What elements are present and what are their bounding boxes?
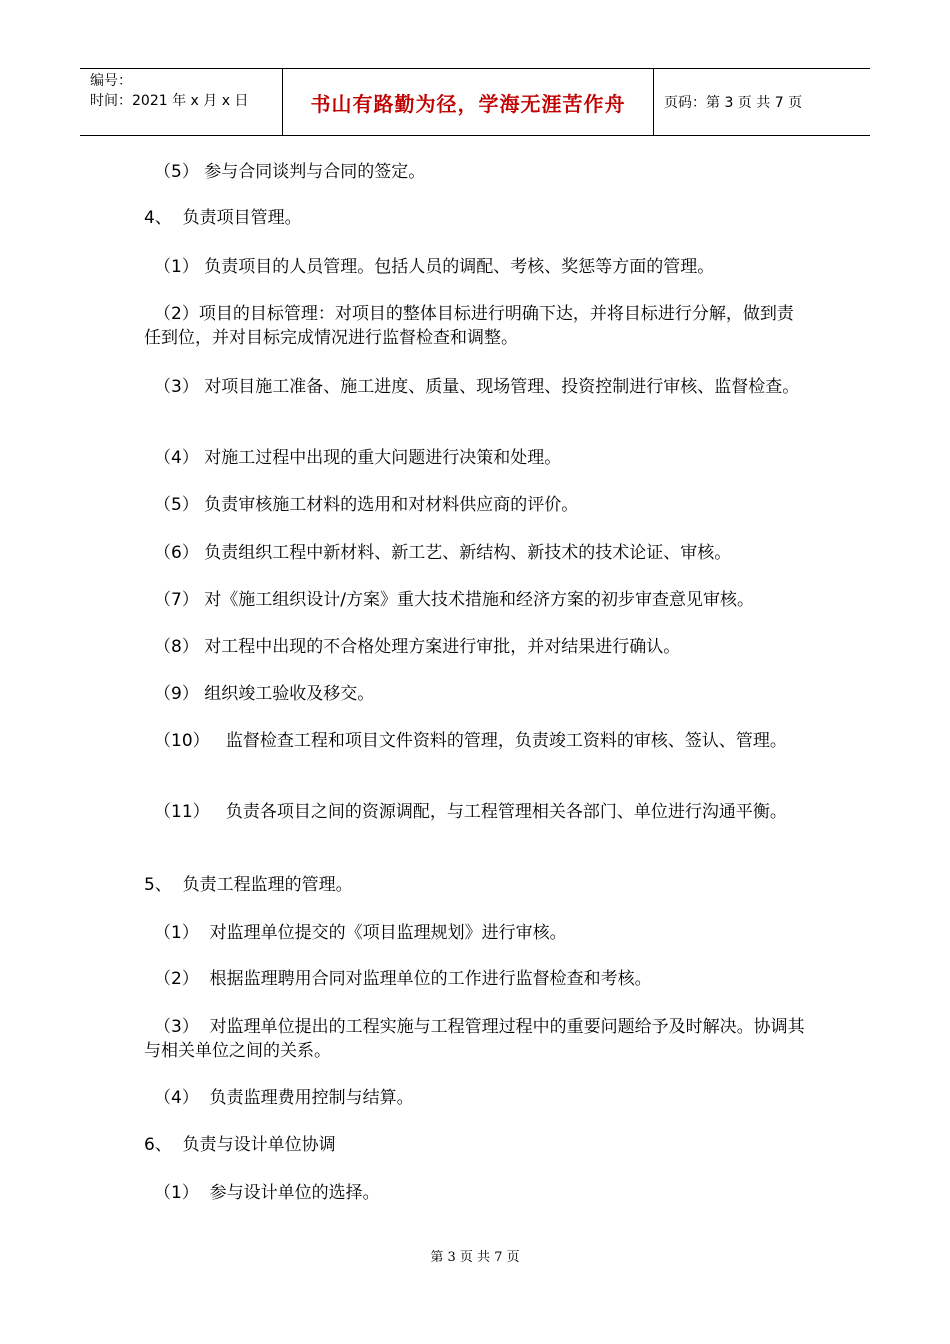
paragraph: （10） 监督检查工程和项目文件资料的管理，负责竣工资料的审核、签认、管理。	[154, 731, 787, 751]
paragraph: （9） 组织竣工验收及移交。	[154, 684, 375, 704]
paragraph: （2）项目的目标管理：对项目的整体目标进行明确下达，并将目标进行分解，做到责任到位，并对目标完成情况进行监督检查和调整。	[144, 304, 794, 348]
paragraph: （3） 对监理单位提出的工程实施与工程管理过程中的重要问题给予及时解决。协调其与相关单位之间的关系。	[144, 1017, 805, 1061]
section-heading: 6、 负责与设计单位协调	[144, 1135, 336, 1155]
paragraph: （4） 负责监理费用控制与结算。	[154, 1088, 414, 1108]
header-meta	[80, 69, 282, 135]
paragraph: （6） 负责组织工程中新材料、新工艺、新结构、新技术的技术论证、审核。	[154, 543, 732, 563]
section-heading: 5、 负责工程监理的管理。	[144, 875, 353, 895]
document-number-label: 编号：	[90, 73, 132, 89]
header-motto: 书山有路勤为径，学海无涯苦作舟	[282, 69, 654, 135]
document-date: 时间：2021 年 x 月 x 日	[90, 93, 249, 109]
page-header	[80, 68, 870, 136]
paragraph: （11） 负责各项目之间的资源调配，与工程管理相关各部门、单位进行沟通平衡。	[154, 802, 787, 822]
paragraph: （3） 对项目施工准备、施工进度、质量、现场管理、投资控制进行审核、监督检查。	[154, 377, 800, 397]
paragraph: （5） 负责审核施工材料的选用和对材料供应商的评价。	[154, 495, 579, 515]
page-footer: 第 3 页 共 7 页	[430, 1250, 520, 1265]
paragraph: （7） 对《施工组织设计/方案》重大技术措施和经济方案的初步审查意见审核。	[154, 590, 754, 610]
paragraph: （2） 根据监理聘用合同对监理单位的工作进行监督检查和考核。	[154, 969, 652, 989]
paragraph: （5） 参与合同谈判与合同的签定。	[154, 162, 426, 182]
paragraph: （1） 对监理单位提交的《项目监理规划》进行审核。	[154, 923, 567, 943]
header-page-info: 页码：第 3 页 共 7 页	[664, 95, 803, 111]
paragraph: （1） 参与设计单位的选择。	[154, 1183, 380, 1203]
paragraph: （1） 负责项目的人员管理。包括人员的调配、考核、奖惩等方面的管理。	[154, 257, 715, 277]
paragraph: （4） 对施工过程中出现的重大问题进行决策和处理。	[154, 448, 562, 468]
section-heading: 4、 负责项目管理。	[144, 208, 302, 228]
paragraph: （8） 对工程中出现的不合格处理方案进行审批，并对结果进行确认。	[154, 637, 681, 657]
